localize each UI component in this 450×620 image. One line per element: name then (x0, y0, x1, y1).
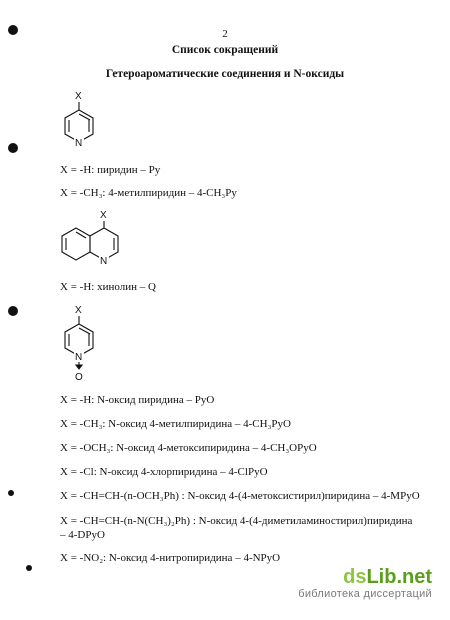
oxygen-label: O (75, 372, 83, 382)
entry-row: X = -NO₂: N-оксид 4-нитропиридина – 4-NPyO (60, 552, 281, 564)
quinoline-structure (60, 208, 140, 270)
dslib-watermark (298, 566, 432, 600)
binder-hole-3 (8, 306, 18, 316)
nitrogen-label: N (75, 352, 83, 363)
entry-row: X = -H: N-оксид пиридина – PyO (60, 394, 215, 406)
entry-row: X = -Cl: N-оксид 4-хлорпиридина – 4-ClPyO (60, 466, 268, 478)
binder-hole-5 (26, 565, 32, 571)
entry-row: X = -H: пиридин – Py (60, 164, 161, 176)
entry-row: X = -H: хинолин – Q (60, 281, 156, 293)
entry-row: X = -CH=CH-(n-OCH₃Ph) : N-оксид 4-(4-метоксистирил)пиридина – 4-MPyO (60, 490, 420, 502)
pyridine-structure (55, 88, 115, 150)
watermark-caption: библиотека диссертаций (298, 588, 432, 600)
nitrogen-label: N (75, 138, 83, 149)
entry-row: X = -CH₃: N-оксид 4-метилпиридина – 4-CH₃PyO (60, 418, 291, 430)
page-title: Список сокращений (171, 44, 279, 56)
entry-row: X = -CH=CH-(n-N(CH₃)₂Ph) : N-оксид 4-(4-диметиламиностирил)пиридина – 4-DPyO (60, 515, 413, 541)
entry-row: X = -CH₃: 4-метилпиридин – 4-CH₃Py (60, 187, 237, 199)
substituent-label: X (100, 210, 107, 221)
page-number: 2 (222, 28, 228, 40)
binder-hole-4 (8, 490, 14, 496)
nitrogen-label: N (100, 256, 108, 267)
substituent-label: X (75, 305, 82, 316)
dslib-logo: dsLib.net (343, 566, 432, 588)
binder-hole-2 (8, 143, 18, 153)
entry-row: X = -OCH₃: N-оксид 4-метоксипиридина – 4-CH₃OPyO (60, 442, 317, 454)
n-oxide-structure (55, 302, 115, 382)
substituent-label: X (75, 91, 82, 102)
section-subtitle: Гетероароматические соединения и N-оксиды (105, 68, 345, 80)
